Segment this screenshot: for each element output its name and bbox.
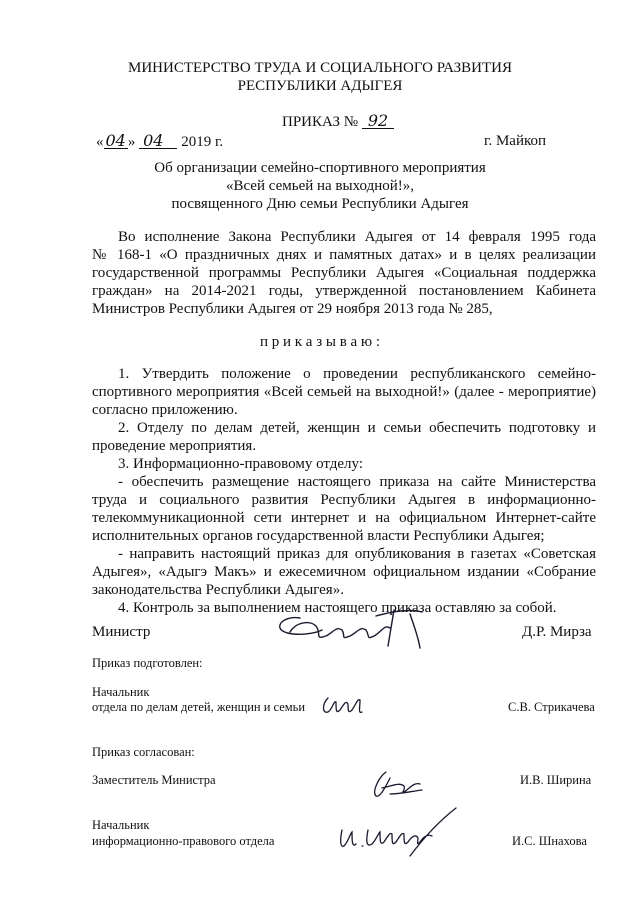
- preamble-line4: граждан» на 2014-2021 годы, утвержденной постановлением Кабинета: [92, 283, 596, 299]
- ministry-name-line1: МИНИСТЕРСТВО ТРУДА И СОЦИАЛЬНОГО РАЗВИТИЯ: [128, 60, 512, 76]
- prepared-signature: [318, 690, 368, 720]
- item3b-line3: законодательства Республики Адыгея».: [92, 582, 344, 598]
- date-quote-close: »: [127, 134, 136, 150]
- order-title-label: ПРИКАЗ №: [282, 114, 359, 130]
- date-quote-open: «: [96, 134, 104, 150]
- item2-line2: проведение мероприятия.: [92, 438, 257, 454]
- preamble-line2: № 168-1 «О праздничных днях и памятных датах» и в целях реализации: [92, 247, 596, 263]
- ministry-name-line2: РЕСПУБЛИКИ АДЫГЕЯ: [237, 78, 403, 94]
- prepared-heading: Приказ подготовлен:: [92, 656, 203, 670]
- item3a-line3: телекоммуникационной сети интернет и на официальном Интернет-сайте: [92, 510, 596, 526]
- item3a-line2: труда и социального развития Республики Адыгея в информационно-: [92, 492, 596, 508]
- date-month: 04: [139, 133, 177, 149]
- deputy-name: И.В. Ширина: [520, 773, 592, 787]
- item3-line1: 3. Информационно-правовому отделу:: [118, 456, 364, 472]
- item1-line2: спортивного мероприятия «Всей семьей на выходной!» (далее - мероприятие): [92, 384, 596, 400]
- prepared-role-line2: отдела по делам детей, женщин и семьи: [92, 700, 306, 714]
- subject-line2: «Всей семьей на выходной!»,: [225, 178, 415, 194]
- minister-signature: [270, 596, 450, 666]
- minister-title: Министр: [92, 624, 151, 640]
- legal-role-line1: Начальник: [92, 818, 150, 832]
- subject-line1: Об организации семейно-спортивного мероприятия: [154, 160, 486, 176]
- item3a-line4: исполнительных органов государственной власти Республики Адыгея;: [92, 528, 545, 544]
- item1-line3: согласно приложению.: [92, 402, 238, 418]
- legal-name: И.С. Шнахова: [512, 834, 587, 848]
- item4-line1: 4. Контроль за выполнением настоящего приказа оставляю за собой.: [118, 600, 557, 616]
- preamble-line5: Министров Республики Адыгея от 29 ноября 2013 года № 285,: [92, 301, 493, 317]
- order-number: 92: [362, 113, 394, 129]
- item2-line1: 2. Отделу по делам детей, женщин и семьи обеспечить подготовку и: [118, 420, 596, 436]
- deputy-signature: [364, 764, 428, 804]
- item3b-line2: Адыгея», «Адыгэ Макъ» и ежесемичном официальном издании «Собрание: [92, 564, 596, 580]
- order-title: [282, 113, 394, 131]
- agreed-heading: Приказ согласован:: [92, 745, 195, 759]
- date-year: 2019 г.: [181, 134, 224, 150]
- item1-line1: 1. Утвердить положение о проведении республиканского семейно-: [118, 366, 596, 382]
- legal-signature: [332, 806, 462, 866]
- order-city: г. Майкоп: [484, 133, 547, 149]
- legal-role-line2: информационно-правового отдела: [92, 834, 275, 848]
- prepared-name: С.В. Стрикачева: [508, 700, 595, 714]
- order-word: п р и к а з ы в а ю :: [259, 334, 381, 350]
- deputy-role: Заместитель Министра: [92, 773, 216, 787]
- item3a-line1: - обеспечить размещение настоящего приказа на сайте Министерства: [118, 474, 596, 490]
- item3b-line1: - направить настоящий приказ для опубликования в газетах «Советская: [118, 546, 596, 562]
- minister-name: Д.Р. Мирза: [522, 624, 592, 640]
- preamble-line1: Во исполнение Закона Республики Адыгея от 14 февраля 1995 года: [118, 229, 596, 245]
- preamble-line3: государственной программы Республики Адыгея «Социальная поддержка: [92, 265, 596, 281]
- prepared-role-line1: Начальник: [92, 685, 150, 699]
- date-day: 04: [105, 131, 126, 150]
- order-date: [96, 133, 223, 151]
- subject-line3: посвященного Дню семьи Республики Адыгея: [171, 196, 469, 212]
